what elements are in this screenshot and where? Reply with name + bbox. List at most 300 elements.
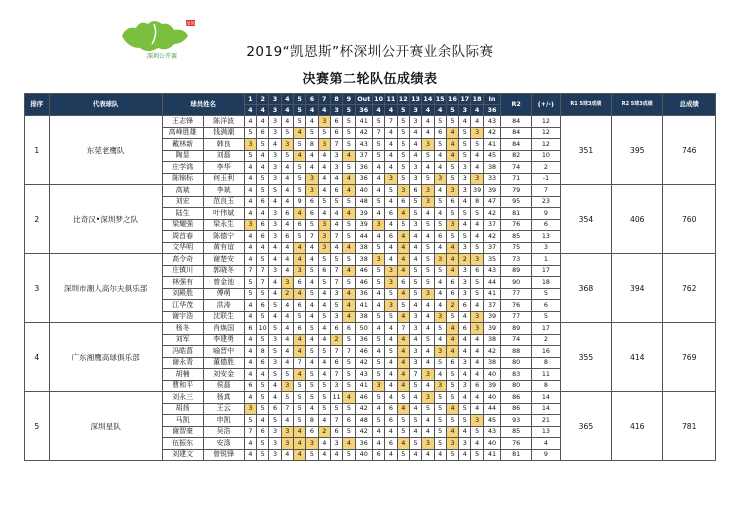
player-a: 胡扬 — [162, 403, 203, 415]
hole-score: 4 — [434, 369, 446, 381]
hole-score: 4 — [409, 242, 421, 254]
hole-score: 5 — [330, 403, 342, 415]
hole-score: 4 — [244, 346, 256, 358]
hole-number: 14 — [423, 94, 433, 103]
hole-score: 4 — [330, 219, 342, 231]
team-r2-total: 414 — [612, 323, 663, 392]
hole-score: 44 — [483, 277, 500, 289]
hole-score: 3 — [446, 219, 458, 231]
hole-score: 4 — [422, 346, 434, 358]
hole-score: 5 — [459, 208, 471, 220]
hole-score: 4 — [343, 288, 355, 300]
team-total: 746 — [663, 116, 716, 185]
hole-score: 4 — [422, 208, 434, 220]
round2-score: 76 — [501, 300, 532, 312]
hole-score: 7 — [343, 346, 355, 358]
col-r2: R2 — [501, 94, 532, 116]
hole-score: 48 — [355, 196, 372, 208]
hole-score: 5 — [293, 415, 305, 427]
hole-score: 3 — [459, 277, 471, 289]
player-a: 高斌 — [162, 185, 203, 197]
hole-score: 3 — [446, 185, 458, 197]
hole-score: 8 — [471, 196, 483, 208]
hole-score: 38 — [355, 311, 372, 323]
hole-score: 5 — [471, 426, 483, 438]
hole-score: 47 — [483, 196, 500, 208]
player-b: 刘磊 — [203, 150, 244, 162]
hole-score: 5 — [434, 116, 446, 128]
hole-score: 5 — [343, 369, 355, 381]
hole-score: 3 — [422, 369, 434, 381]
hole-score: 4 — [306, 242, 318, 254]
hole-score: 4 — [385, 242, 397, 254]
hole-score: 4 — [422, 300, 434, 312]
hole-score: 5 — [318, 311, 330, 323]
player-b: 李华 — [203, 162, 244, 174]
team-rank: 2 — [25, 185, 50, 254]
hole-score: 4 — [293, 438, 305, 450]
hole-score: 4 — [459, 449, 471, 461]
hole-score: 4 — [434, 208, 446, 220]
hole-score: 5 — [372, 369, 384, 381]
round2-score: 74 — [501, 162, 532, 174]
hole-score: 4 — [293, 242, 305, 254]
hole-score: 7 — [330, 369, 342, 381]
hole-score: 5 — [269, 323, 281, 335]
hole-score: 7 — [257, 277, 269, 289]
hole-score: 5 — [343, 196, 355, 208]
hole-score: 4 — [422, 380, 434, 392]
table-title: 决赛第二轮队伍成绩表 — [302, 72, 438, 87]
hole-score: 5 — [306, 288, 318, 300]
hole-score: 4 — [385, 162, 397, 174]
hole-score: 5 — [257, 334, 269, 346]
hole-par: 3 — [269, 105, 281, 116]
round2-score: 77 — [501, 311, 532, 323]
hole-score: 5 — [446, 449, 458, 461]
player-a: 冯皓菖 — [162, 346, 203, 358]
hole-score: 5 — [343, 162, 355, 174]
table-row — [25, 323, 716, 335]
hole-score: 5 — [397, 139, 409, 151]
hole-score: 2 — [318, 426, 330, 438]
hole-score: 6 — [434, 127, 446, 139]
hole-score: 3 — [459, 242, 471, 254]
hole-score: 3 — [330, 438, 342, 450]
hole-score: 4 — [409, 231, 421, 243]
hole-score: 33 — [483, 173, 500, 185]
hole-score: 4 — [459, 346, 471, 358]
hole-score: 4 — [306, 300, 318, 312]
team-total: 769 — [663, 323, 716, 392]
hole-score: 5 — [434, 415, 446, 427]
hole-score: 4 — [385, 392, 397, 404]
player-b: 董德胜 — [203, 357, 244, 369]
hole-score: 50 — [355, 323, 372, 335]
hole-score: 5 — [434, 357, 446, 369]
hole-score: 3 — [372, 254, 384, 266]
team-r1-total: 365 — [560, 392, 611, 461]
hole-score: 6 — [330, 127, 342, 139]
hole-score: 4 — [385, 150, 397, 162]
hole-score: 5 — [281, 150, 293, 162]
hole-score: 5 — [372, 311, 384, 323]
hole-score: 42 — [483, 127, 500, 139]
hole-score: 4 — [269, 311, 281, 323]
hole-score: 5 — [244, 415, 256, 427]
hole-score: 5 — [318, 392, 330, 404]
hole-score: 5 — [269, 369, 281, 381]
score-diff: 12 — [532, 139, 561, 151]
hole-score: 3 — [269, 438, 281, 450]
player-b: 陈德宁 — [203, 231, 244, 243]
hole-score: 4 — [446, 346, 458, 358]
hole-score: 7 — [244, 265, 256, 277]
hole-score: 4 — [269, 277, 281, 289]
hole-score: 5 — [397, 426, 409, 438]
hole-score: 7 — [330, 231, 342, 243]
team-name: 深圳星队 — [49, 392, 162, 461]
hole-score: 7 — [330, 346, 342, 358]
score-diff: 2 — [532, 334, 561, 346]
hole-score: 4 — [244, 392, 256, 404]
player-a: 杨冬 — [162, 323, 203, 335]
hole-score: 5 — [257, 449, 269, 461]
hole-score: 4 — [244, 449, 256, 461]
hole-score: 39 — [483, 380, 500, 392]
hole-score: 4 — [409, 449, 421, 461]
hole-score: 40 — [355, 449, 372, 461]
player-b: 钱满潮 — [203, 127, 244, 139]
hole-score: 5 — [306, 219, 318, 231]
hole-score: 5 — [446, 415, 458, 427]
hole-score: 4 — [397, 369, 409, 381]
hole-score: 5 — [422, 150, 434, 162]
round2-score: 83 — [501, 369, 532, 381]
hole-score: 3 — [293, 265, 305, 277]
hole-score: 4 — [459, 219, 471, 231]
hole-par: 4 — [372, 105, 384, 116]
player-b: 范良玉 — [203, 196, 244, 208]
hole-score: 3 — [409, 311, 421, 323]
hole-score: 5 — [293, 231, 305, 243]
hole-score: 4 — [471, 346, 483, 358]
score-diff: 14 — [532, 403, 561, 415]
hole-score: 4 — [244, 311, 256, 323]
hole-score: 5 — [459, 403, 471, 415]
hole-score: 4 — [343, 242, 355, 254]
hole-score: 4 — [257, 242, 269, 254]
hole-score: 3 — [330, 162, 342, 174]
score-diff: 5 — [532, 288, 561, 300]
col-r1-total: R1 5球3成绩 — [560, 94, 611, 116]
hole-score: 5 — [372, 277, 384, 289]
hole-score: 37 — [483, 242, 500, 254]
player-a: 陶显 — [162, 150, 203, 162]
hole-score: 5 — [257, 254, 269, 266]
hole-score: 4 — [471, 392, 483, 404]
round2-score: 89 — [501, 265, 532, 277]
hole-par: 5 — [293, 105, 305, 116]
hole-score: 5 — [293, 392, 305, 404]
hole-score: 5 — [459, 415, 471, 427]
hole-score: 10 — [257, 323, 269, 335]
hole-score: 4 — [409, 334, 421, 346]
hole-score: 5 — [459, 231, 471, 243]
hole-score: 4 — [397, 231, 409, 243]
hole-score: 3 — [330, 380, 342, 392]
hole-score: 4 — [446, 334, 458, 346]
hole-score: 5 — [434, 219, 446, 231]
hole-score: 4 — [244, 208, 256, 220]
hole-score: 4 — [372, 426, 384, 438]
player-a: 刘殿胜 — [162, 288, 203, 300]
hole-score: 7 — [330, 139, 342, 151]
player-b: 李斌 — [203, 185, 244, 197]
player-a: 王志锋 — [162, 116, 203, 128]
team-total: 760 — [663, 185, 716, 254]
hole-number: 2 — [257, 94, 269, 105]
score-diff: 5 — [532, 311, 561, 323]
hole-score: 4 — [409, 392, 421, 404]
hole-score: 5 — [471, 288, 483, 300]
hole-par: 4 — [318, 105, 330, 116]
hole-par: 5 — [446, 105, 458, 116]
player-a: 谢智豪 — [162, 426, 203, 438]
table-row — [25, 392, 716, 404]
hole-score: 4 — [343, 265, 355, 277]
round2-score: 80 — [501, 357, 532, 369]
logo-caption: 深圳公开赛 — [146, 53, 178, 60]
hole-score: 3 — [269, 231, 281, 243]
hole-score: 5 — [471, 139, 483, 151]
hole-score: 5 — [293, 139, 305, 151]
hole-score: 3 — [459, 265, 471, 277]
hole-score: 4 — [244, 242, 256, 254]
hole-score: 3 — [459, 162, 471, 174]
hole-score: 5 — [269, 415, 281, 427]
hole-score: 4 — [459, 311, 471, 323]
hole-score: 4 — [409, 150, 421, 162]
player-b: 梁永生 — [203, 219, 244, 231]
hole-score: 4 — [372, 208, 384, 220]
hole-score: 4 — [385, 380, 397, 392]
hole-score: 5 — [306, 369, 318, 381]
col-rank: 排序 — [25, 94, 50, 116]
round2-score: 81 — [501, 449, 532, 461]
hole-score: 4 — [293, 208, 305, 220]
hole-score: 4 — [397, 346, 409, 358]
hole-score: 4 — [244, 334, 256, 346]
hole-score: 4 — [293, 449, 305, 461]
hole-score: 3 — [409, 219, 421, 231]
score-diff: 6 — [532, 300, 561, 312]
hole-score: 4 — [293, 288, 305, 300]
hole-score: 4 — [372, 300, 384, 312]
hole-score: 4 — [306, 334, 318, 346]
team-r2-total: 395 — [612, 116, 663, 185]
score-diff: 6 — [532, 219, 561, 231]
hole-score: 2 — [330, 334, 342, 346]
hole-score: 4 — [434, 288, 446, 300]
hole-score: 4 — [385, 127, 397, 139]
hole-score: 4 — [281, 116, 293, 128]
hole-score: 5 — [446, 173, 458, 185]
hole-score: 5 — [293, 162, 305, 174]
hole-score: 4 — [409, 139, 421, 151]
player-a: 庄镇川 — [162, 265, 203, 277]
score-diff: 21 — [532, 415, 561, 427]
hole-score: 4 — [318, 415, 330, 427]
hole-score: 4 — [306, 357, 318, 369]
hole-par: 4 — [244, 105, 256, 116]
hole-score: 3 — [471, 415, 483, 427]
hole-score: 7 — [330, 265, 342, 277]
hole-score: 4 — [318, 173, 330, 185]
hole-score: 37 — [355, 150, 372, 162]
hole-score: 7 — [372, 127, 384, 139]
hole-score: 38 — [483, 357, 500, 369]
team-name: 深圳市潮人高尔夫俱乐部 — [49, 254, 162, 323]
player-a: 伍振东 — [162, 438, 203, 450]
hole-score: 5 — [293, 311, 305, 323]
player-b: 曾金池 — [203, 277, 244, 289]
team-name: 东莞老鹰队 — [49, 116, 162, 185]
hole-score: 42 — [355, 357, 372, 369]
player-a: 刘建文 — [162, 449, 203, 461]
hole-score: 4 — [409, 426, 421, 438]
hole-score: 5 — [409, 288, 421, 300]
hole-score: 6 — [269, 403, 281, 415]
hole-score: 4 — [409, 403, 421, 415]
hole-score: 5 — [434, 196, 446, 208]
hole-score: 5 — [459, 150, 471, 162]
hole-score: 5 — [434, 139, 446, 151]
score-diff: 17 — [532, 265, 561, 277]
team-r2-total: 406 — [612, 185, 663, 254]
hole-score: 5 — [372, 242, 384, 254]
hole-score: 5 — [372, 265, 384, 277]
round2-score: 74 — [501, 334, 532, 346]
hole-score: 5 — [446, 208, 458, 220]
hole-score: 41 — [483, 288, 500, 300]
hole-score: 3 — [269, 208, 281, 220]
hole-score: 43 — [483, 426, 500, 438]
player-a: 刘军 — [162, 334, 203, 346]
hole-par: 3 — [409, 105, 421, 116]
hole-score: 4 — [409, 127, 421, 139]
hole-score: 5 — [446, 162, 458, 174]
hole-score: 5 — [397, 219, 409, 231]
hole-score: 5 — [257, 311, 269, 323]
col-players: 球员姓名 — [162, 94, 244, 116]
hole-score: 3 — [434, 173, 446, 185]
player-a: 陆生 — [162, 208, 203, 220]
hole-score: 4 — [318, 150, 330, 162]
hole-score: 5 — [471, 208, 483, 220]
player-b: 王云 — [203, 403, 244, 415]
hole-par: 4 — [281, 105, 293, 116]
hole-score: 4 — [269, 139, 281, 151]
hole-score: 5 — [372, 196, 384, 208]
hole-score: 5 — [293, 116, 305, 128]
player-b: 曾锐锋 — [203, 449, 244, 461]
hole-score: 41 — [483, 139, 500, 151]
hole-score: 5 — [397, 127, 409, 139]
hole-score: 5 — [257, 185, 269, 197]
hole-score: 5 — [343, 357, 355, 369]
hole-score: 4 — [306, 254, 318, 266]
hole-score: 4 — [422, 415, 434, 427]
team-total: 781 — [663, 392, 716, 461]
score-diff: 16 — [532, 346, 561, 358]
hole-score: 6 — [293, 219, 305, 231]
player-a: 谢宇浩 — [162, 311, 203, 323]
hole-score: 3 — [459, 288, 471, 300]
hole-number: 9 — [343, 94, 355, 105]
player-b: 傅萌 — [203, 288, 244, 300]
hole-par: 4 — [471, 105, 483, 116]
hole-score: 36 — [355, 334, 372, 346]
hole-score: 5 — [281, 392, 293, 404]
hole-score: 3 — [318, 231, 330, 243]
round2-score: 81 — [501, 208, 532, 220]
hole-score: 3 — [409, 162, 421, 174]
hole-score: 6 — [330, 426, 342, 438]
hole-score: 5 — [422, 403, 434, 415]
hole-score: 4 — [257, 415, 269, 427]
hole-score: 7 — [385, 116, 397, 128]
hole-score: 4 — [293, 127, 305, 139]
hole-score: 6 — [257, 127, 269, 139]
hole-score: 5 — [459, 127, 471, 139]
hole-score: 6 — [244, 380, 256, 392]
hole-score: 6 — [446, 196, 458, 208]
hole-score: 4 — [281, 346, 293, 358]
hole-score: 4 — [281, 196, 293, 208]
hole-score: 37 — [483, 300, 500, 312]
hole-score: 5 — [244, 288, 256, 300]
event-title: 2019“凯恩斯”杯深圳公开赛业余队际赛 — [246, 44, 494, 60]
score-diff: 10 — [532, 150, 561, 162]
hole-score: 4 — [409, 300, 421, 312]
hole-score: 4 — [434, 449, 446, 461]
hole-score: 5 — [330, 254, 342, 266]
hole-score: 6 — [257, 196, 269, 208]
hole-score: 4 — [385, 426, 397, 438]
hole-score: 3 — [459, 380, 471, 392]
player-a: 谢永青 — [162, 357, 203, 369]
hole-score: 5 — [306, 265, 318, 277]
player-a: 梁耀强 — [162, 219, 203, 231]
hole-score: 4 — [446, 323, 458, 335]
hole-score: 5 — [318, 127, 330, 139]
hole-score: 5 — [446, 231, 458, 243]
hole-score: 5 — [409, 208, 421, 220]
player-a: 曹和平 — [162, 380, 203, 392]
hole-score: 4 — [397, 242, 409, 254]
hole-score: 5 — [244, 127, 256, 139]
hole-score: 39 — [471, 185, 483, 197]
hole-score: 4 — [372, 162, 384, 174]
hole-score: 6 — [257, 300, 269, 312]
player-b: 吴浩 — [203, 426, 244, 438]
hole-score: 4 — [397, 380, 409, 392]
hole-score: 4 — [434, 334, 446, 346]
hole-score: 8 — [257, 346, 269, 358]
hole-score: 38 — [483, 334, 500, 346]
hole-score: 8 — [306, 139, 318, 151]
